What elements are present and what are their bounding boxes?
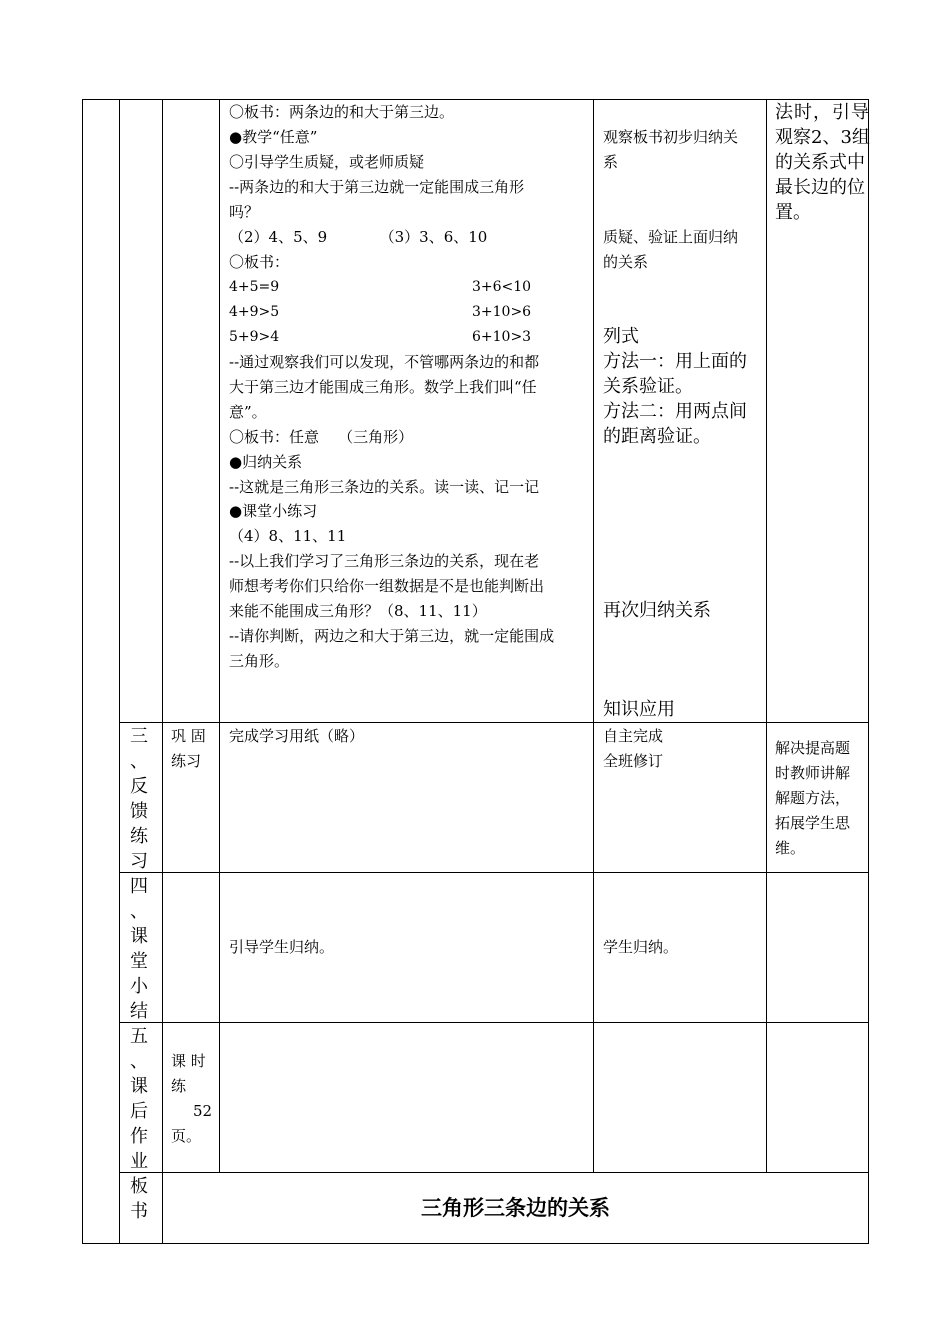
col-divider [162,99,163,1244]
equation: 6+10>3 [472,329,532,345]
homework-text: 练 [171,1077,187,1095]
homework-text: 课 时 [171,1052,206,1070]
teacher-step: 来能不能围成三角形？（8、11、11） [229,602,487,620]
teacher-step: --这就是三角形三条边的关系。读一读、记一记 [229,478,540,496]
teacher-step: 引导学生归纳。 [229,938,335,956]
teacher-step: （4）8、11、11 [229,527,347,545]
homework-text: 52 [193,1102,213,1120]
homework-text: 页。 [171,1127,202,1145]
teacher-step: 三角形。 [229,652,290,670]
student-activity: 方法二：用两点间 [603,401,747,422]
teacher-step: ●课堂小练习 [229,502,318,520]
student-activity: 自主完成 [603,727,664,745]
teacher-step: 〇板书： [229,253,290,271]
student-activity: 全班修订 [603,752,664,770]
table-bottom-border [82,1243,869,1244]
student-activity: 列式 [603,326,639,347]
design-note: 观察2、3组 [775,127,870,148]
student-activity: 观察板书初步归纳关 [603,128,739,146]
col-divider [119,99,120,1244]
substage-label: 练习 [171,752,202,770]
table-right-border [868,99,869,1244]
teacher-step: --请你判断，两边之和大于第三边，就一定能围成 [229,627,555,645]
design-note: 维。 [775,839,806,857]
student-activity: 再次归纳关系 [603,600,711,621]
student-activity: 方法一：用上面的 [603,351,747,372]
teacher-step: --通过观察我们可以发现，不管哪两条边的和都 [229,353,540,371]
equation: 4+5=9 [229,279,280,295]
stage-label-homework: 五 、 课 后 作 业 [130,1026,148,1172]
col-divider [82,99,83,1244]
student-activity: 学生归纳。 [603,938,679,956]
design-note: 法时，引导 [775,102,870,123]
student-activity: 的距离验证。 [603,426,711,447]
student-activity: 关系验证。 [603,376,693,397]
teacher-step: 师想考考你们只给你一组数据是不是也能判断出 [229,577,545,595]
table-top-border [82,99,869,100]
row-divider [119,722,869,723]
col-divider [219,99,220,1173]
row-divider [119,1022,869,1023]
teacher-step: 〇板书：任意 （三角形） [229,428,414,446]
teacher-step: 〇板书：两条边的和大于第三边。 [229,103,455,121]
student-activity: 质疑、验证上面归纳 [603,228,739,246]
teacher-step: --以上我们学习了三角形三条边的关系，现在老 [229,552,540,570]
design-note: 解题方法， [775,789,851,807]
substage-label: 巩 固 [171,727,206,745]
equation: 4+9>5 [229,304,280,320]
col-divider [766,99,767,1173]
stage-label-summary: 四 、 课 堂 小 结 [130,876,148,1022]
board-label: 板 书 [130,1176,148,1222]
col-divider [593,99,594,1173]
design-note: 拓展学生思 [775,814,851,832]
student-activity: 的关系 [603,253,649,271]
equation: 3+6<10 [472,279,532,295]
design-note: 的关系式中 [775,152,865,173]
equation: 3+10>6 [472,304,532,320]
design-note: 时教师讲解 [775,764,851,782]
student-activity: 知识应用 [603,699,675,720]
teacher-step: 意”。 [229,403,267,421]
stage-label-feedback: 三 、 反 馈 练 习 [130,726,148,872]
equation: 5+9>4 [229,329,280,345]
teacher-step: ●教学“任意” [229,128,318,146]
teacher-step: 大于第三边才能围成三角形。数学上我们叫“任 [229,378,537,396]
teacher-step: --两条边的和大于第三边就一定能围成三角形 [229,178,525,196]
design-note: 最长边的位 [775,177,865,198]
row-divider [119,872,869,873]
board-title: 三角形三条边的关系 [421,1195,610,1220]
row-divider [119,1172,869,1173]
design-note: 解决提高题 [775,739,851,757]
student-activity: 系 [603,153,619,171]
teacher-step: 吗？ [229,203,260,221]
design-note: 置。 [775,202,811,223]
teacher-step: （2）4、5、9 （3）3、6、10 [229,228,488,246]
teacher-step: ●归纳关系 [229,453,303,471]
teacher-step: 完成学习用纸（略） [229,727,365,745]
teacher-step: 〇引导学生质疑，或老师质疑 [229,153,425,171]
